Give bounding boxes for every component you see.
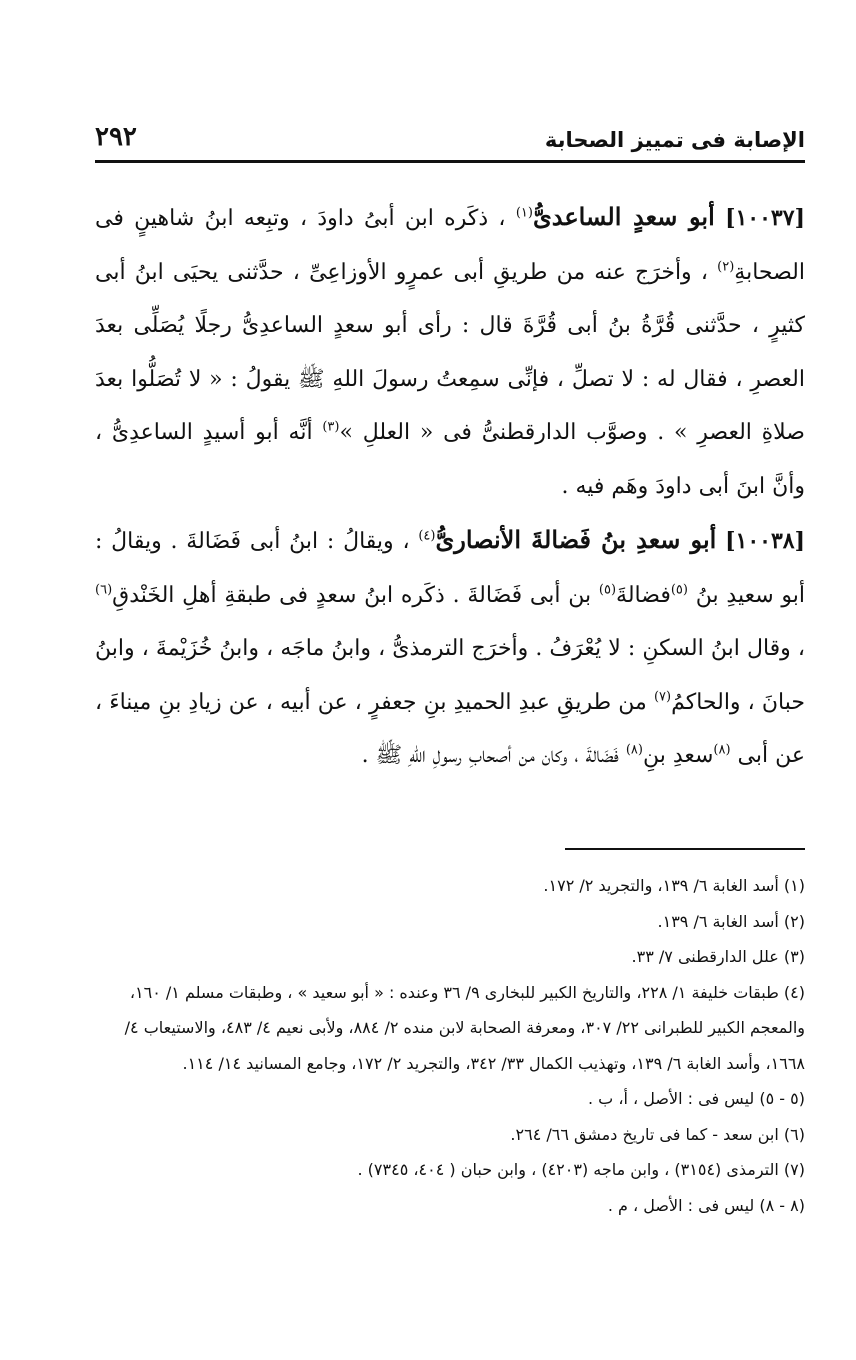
footnote-1: (١) أسد الغابة ٦/ ١٣٩، والتجريد ٢/ ١٧٢. (543, 876, 805, 895)
entry-10037 (95, 190, 805, 513)
footnote-ref: (٥) (598, 582, 617, 598)
footnote-ref: (٨) (625, 742, 643, 758)
entry-name: أبو سعدٍ الساعدىُّ (532, 202, 715, 231)
entry-name: أبو سعدِ بنُ فَضالةَ الأنصارىُّ (435, 525, 717, 554)
page-number: ٢٩٢ (95, 122, 137, 152)
footnote-5: (٥ - ٥) ليس فى : الأصل ، أ، ب . (588, 1089, 805, 1108)
entry-text: ، ويقالُ : ابنُ أبى فَضَالةَ . ويقالُ : أبو سعيدِ بنُ (95, 529, 805, 608)
header-rule (95, 160, 805, 163)
entry-text: من طريقِ عبدِ الحميدِ بنِ جعفرٍ ، عن أبيه ، عن زيادِ بنِ ميناءَ ، عن أبى (95, 689, 805, 768)
entry-text: ، وأخرَج عنه من طريقِ أبى عمرٍو الأوزاعِىِّ ، حدَّثنى يحيَى ابنُ أبى كثيرٍ ، حدَّثنى قُرَّةُ بنُ أبى قُرَّةَ قال : رأى أبو سعدٍ الساعدِىُّ رجلًا يُصَلِّى بعدَ العصرِ ، فقال له : لا تصلِّ ، فإنِّى سمِعتُ رسولَ اللهِ ﷺ يقولُ : « لا تُصَلُّوا بعدَ صلاةِ العصرِ » . وصوَّب الدارقطنىُّ فى « العللِ » (95, 259, 805, 445)
footnote-2: (٢) أسد الغابة ٦/ ١٣٩. (657, 911, 805, 931)
footnote-3: (٣) علل الدارقطنى ٧/ ٣٣. (631, 947, 805, 966)
footnotes (95, 868, 805, 1223)
entry-number: [١٠٠٣٧] (725, 205, 805, 231)
footnote-ref: (٣) (322, 419, 340, 435)
footnotes-rule (565, 848, 805, 850)
footnote-ref: (١) (515, 205, 533, 221)
entry-text: فضالةَ (616, 582, 671, 608)
main-text (95, 190, 805, 783)
footnote-ref: (٥) (670, 582, 688, 598)
entry-number: [١٠٠٣٨] (725, 528, 806, 554)
footnote-ref: (٨) (713, 742, 731, 758)
entry-text: بن أبى فَضَالةَ . ذكَره ابنُ سعدٍ فى طبقةِ أهلِ الخَنْدقِ (112, 582, 599, 608)
footnote-4: (٤) طبقات خليفة ١/ ٢٢٨، والتاريخ الكبير للبخارى ٩/ ٣٦ وعنده : « أبو سعيد » ، وطبقات مسلم ١/ ١٦٠، والمعجم الكبير للطبرانى ٢٢/ ٣٠٧، ومعرفة الصحابة لابن منده ٢/ ٨٨٤، ولأبى نعيم ٤/ ٤٨٣، والاستيعاب ٤/ ١٦٦٨، وأسد الغابة ٦/ ١٣٩، وتهذيب الكمال ٣٣/ ٣٤٢، والتجريد ٢/ ١٧٢، وجامع المسانيد ١٤/ ١١٤. (124, 982, 805, 1073)
footnote-ref: (٧) (653, 689, 672, 705)
running-title: الإصابة فى تمييز الصحابة (544, 128, 805, 152)
footnote-ref: (٦) (95, 582, 113, 598)
entry-text: سعدِ بنِ (642, 743, 714, 768)
entry-text: أنَّه أبو أسيدٍ الساعدِىُّ ، وأنَّ ابنَ أبى داودَ وهَم فيه . (95, 420, 805, 499)
entry-text: فَضَالةَ ، وكان من أصحابِ رسولِ اللهِ ﷺ . (361, 743, 626, 768)
entry-10038 (95, 513, 805, 783)
footnote-ref: (٢) (717, 259, 735, 275)
footnote-6: (٦) ابن سعد - كما فى تاريخ دمشق ٦٦/ ٢٦٤. (510, 1124, 805, 1144)
footnote-7: (٧) الترمذى (٣١٥٤) ، وابن ماجه (٤٢٠٣) ، وابن حبان ( ٤٠٤، ٧٣٤٥) . (357, 1160, 805, 1179)
page-header (95, 108, 805, 152)
entry-text: ، ذكَره ابن أبىُ داودَ ، وتبِعه ابنُ شاهينٍ فى الصحابةِ (95, 206, 805, 285)
entry-text: ، وقال ابنُ السكنِ : لا يُعْرَفُ . وأخرَج الترمذىُّ ، وابنُ ماجَه ، وابنُ خُزَيْمةَ ، وابنُ حبانَ ، والحاكمُ (95, 636, 805, 715)
footnote-8: (٨ - ٨) ليس فى : الأصل ، م . (607, 1195, 805, 1215)
footnote-ref: (٤) (418, 528, 436, 544)
